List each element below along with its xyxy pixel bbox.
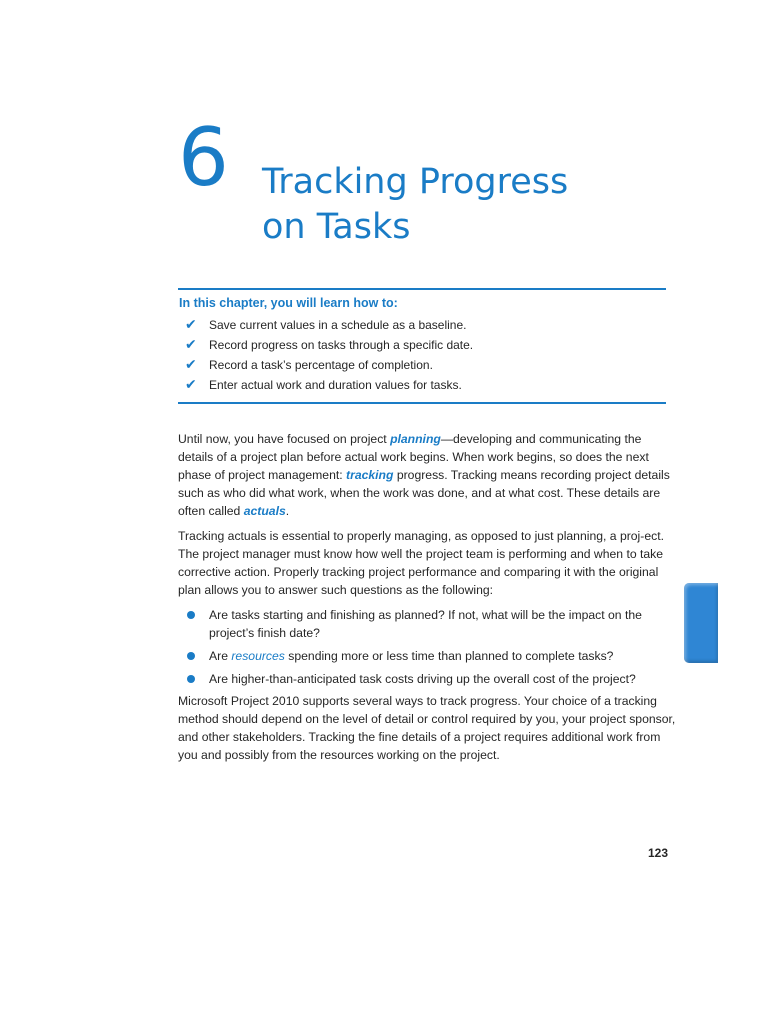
list-item: [178, 606, 678, 642]
chapter-title-line-2: on Tasks: [262, 207, 411, 247]
checkmark-icon: ✔: [185, 337, 197, 353]
bullet-text: Are: [209, 649, 232, 663]
list-item: [178, 647, 678, 665]
paragraph-text: progress. Tracking means recording project details such as who did what work, when the work was done, and at what cost. These details are often called: [178, 468, 670, 518]
list-item: [178, 670, 678, 688]
questions-list: [178, 606, 678, 693]
glossary-term-tracking: tracking: [346, 468, 394, 482]
objectives-list: [178, 315, 473, 395]
chapter-title: [262, 160, 682, 250]
list-item: [178, 335, 473, 355]
bullet-icon: [187, 611, 195, 619]
methods-paragraph: Microsoft Project 2010 supports several ways to track progress. Your choice of a tracking method should depend on the level of detail or control required by you, your project sponsor, and other stakeholders. Tracking the fine details of a project requires additional work from you and possibly from the resources working on the project.: [178, 694, 676, 762]
glossary-term-planning: planning: [390, 432, 441, 446]
chapter-title-line-1: Tracking Progress: [262, 162, 569, 202]
list-item: [178, 355, 473, 375]
bullet-text: Are tasks starting and finishing as planned? If not, what will be the impact on the project’s finish date?: [209, 608, 642, 640]
glossary-term-resources: resources: [231, 649, 285, 663]
objective-text: Save current values in a schedule as a baseline.: [209, 318, 467, 332]
objective-text: Enter actual work and duration values for tasks.: [209, 378, 462, 392]
objectives-heading: In this chapter, you will learn how to:: [179, 296, 398, 310]
bullet-icon: [187, 652, 195, 660]
page-number: 123: [647, 846, 668, 860]
bullet-text: Are higher-than-anticipated task costs driving up the overall cost of the project?: [209, 672, 636, 686]
list-item: [178, 315, 473, 335]
objective-text: Record progress on tasks through a specific date.: [209, 338, 474, 352]
objective-text: Record a task’s percentage of completion.: [209, 358, 433, 372]
paragraph-text: —developing and communicating the details of a project plan before actual work begins. When work begins, so does the next phase of project management:: [178, 432, 649, 482]
paragraph-text: .: [285, 504, 290, 518]
chapter-objectives-box: [178, 288, 666, 404]
paragraph-text: Until now, you have focused on project: [178, 432, 391, 446]
glossary-term-actuals: actuals: [243, 504, 286, 518]
chapter-number: 6: [178, 111, 229, 204]
checkmark-icon: ✔: [185, 317, 197, 333]
bullet-icon: [187, 675, 195, 683]
bullet-text: spending more or less time than planned to complete tasks?: [284, 649, 614, 663]
intro-paragraph: [178, 430, 678, 520]
list-item: [178, 375, 473, 395]
chapter-thumb-tab: [684, 583, 718, 663]
tracking-paragraph: Tracking actuals is essential to properly managing, as opposed to just planning, a proj-ect. The project manager must know how well the project team is performing and when to take corrective action. Properly tracking project performance and comparing it with the original plan allows you to answer such questions as the following:: [178, 529, 664, 597]
checkmark-icon: ✔: [185, 377, 197, 393]
checkmark-icon: ✔: [185, 357, 197, 373]
